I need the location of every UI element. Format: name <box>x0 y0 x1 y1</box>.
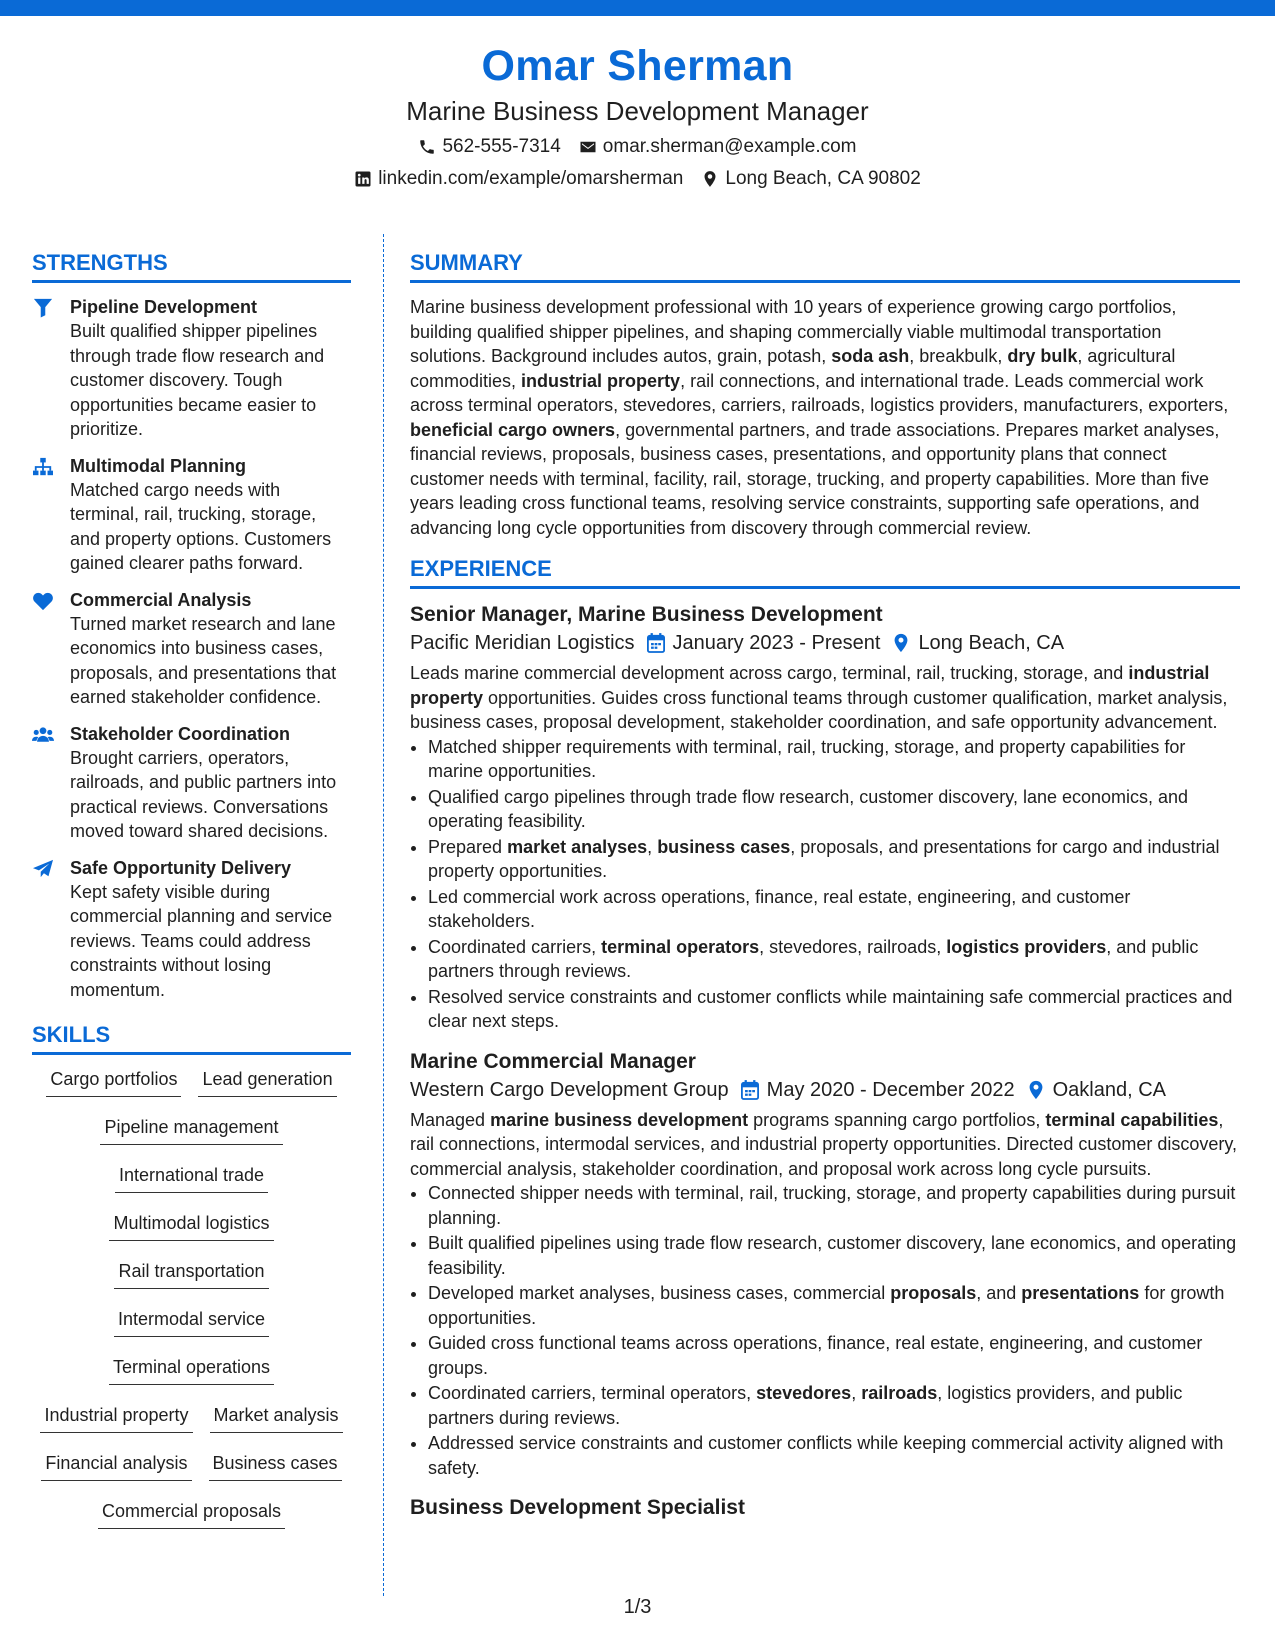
text-segment: , stevedores, railroads, <box>759 936 947 957</box>
job-location: Oakland, CA <box>1052 1078 1166 1101</box>
text-segment: Matched shipper requirements with terminal, rail, trucking, storage, and property capabilities for marine opportunities. <box>428 736 1186 781</box>
column-divider <box>383 234 384 1596</box>
strength-desc: Turned market research and lane economics into business cases, proposals, and presentations that earned stakeholder confidence. <box>70 613 337 707</box>
company-name: Western Cargo Development Group <box>410 1078 729 1101</box>
phone-text: 562-555-7314 <box>442 136 561 157</box>
bold-text: marine business development <box>490 1109 749 1130</box>
resume-header <box>0 38 1275 192</box>
strength-title: Pipeline Development <box>70 297 258 317</box>
filter-icon <box>32 298 54 318</box>
experience-heading: EXPERIENCE <box>410 554 1240 589</box>
strength-title: Multimodal Planning <box>70 455 246 476</box>
skill-tag: Intermodal service <box>114 1307 269 1337</box>
text-segment: programs spanning cargo portfolios, <box>748 1109 1046 1130</box>
bullet-item <box>428 1331 1240 1380</box>
calendar-icon <box>647 633 665 653</box>
contact-row-2 <box>0 166 1275 192</box>
strength-title: Safe Opportunity Delivery <box>70 857 292 878</box>
text-segment: , <box>647 836 658 857</box>
top-accent-bar <box>0 0 1275 16</box>
skills-list <box>32 1067 351 1547</box>
strength-item <box>32 295 351 442</box>
email-text[interactable]: omar.sherman@example.com <box>602 136 857 157</box>
text-segment: Managed <box>410 1109 491 1130</box>
bullet-item <box>428 1181 1240 1230</box>
job-title: Marine Commercial Manager <box>410 1049 696 1073</box>
bullet-item <box>428 885 1240 934</box>
text-segment: , and <box>976 1283 1022 1303</box>
text-segment: Marine business development professional with 10 years of experience growing cargo portfolios, building qualified shipper pipelines, and shaping commercially viable multimodal transportation solutions. Background includes autos, grain, potash, <box>410 297 1177 366</box>
skill-tag: Pipeline management <box>100 1115 282 1145</box>
heart-icon <box>32 591 54 611</box>
text-segment: Connected shipper needs with terminal, rail, trucking, storage, and property capabilities during pursuit planning. <box>428 1183 1236 1228</box>
linkedin-icon <box>354 170 372 188</box>
email-contact[interactable] <box>579 134 857 160</box>
strengths-heading: STRENGTHS <box>32 248 351 283</box>
calendar-icon <box>741 1080 759 1100</box>
skill-tag: Business cases <box>209 1451 342 1481</box>
text-segment: , rail connections, and international trade. Leads commercial work across terminal operators, stevedores, carriers, railroads, logistics providers, manufacturers, exporters, <box>410 370 1229 415</box>
strength-desc: Kept safety visible during commercial planning and service reviews. Teams could address constraints without losing momentum. <box>70 881 333 1000</box>
text-segment: , agricultural commodities, <box>410 346 1176 391</box>
location-text: Long Beach, CA 90802 <box>725 168 921 189</box>
text-segment: for growth opportunities. <box>428 1283 1225 1328</box>
job-title: Senior Manager, Marine Business Development <box>410 603 883 626</box>
job-meta <box>410 1076 1240 1104</box>
text-segment: Prepared <box>428 836 508 857</box>
job-entry <box>410 601 1240 1034</box>
text-segment: Resolved service constraints and customer conflicts while maintaining safe commercial practices and clear next steps. <box>428 986 1233 1031</box>
bold-text: railroads <box>861 1383 938 1403</box>
bold-text: industrial property <box>521 370 681 391</box>
location-contact <box>701 166 920 192</box>
bold-text: proposals <box>890 1283 977 1303</box>
job-meta <box>410 629 1240 657</box>
bullet-item <box>428 1281 1240 1330</box>
skill-tag: Multimodal logistics <box>109 1211 273 1241</box>
skill-tag: International trade <box>115 1163 268 1193</box>
skill-tag: Industrial property <box>40 1403 192 1433</box>
map-marker-icon <box>1027 1080 1045 1100</box>
text-segment: Built qualified pipelines using trade flow research, customer discovery, lane economics, and operating feasibility. <box>428 1233 1237 1278</box>
bold-text: industrial property <box>410 663 1210 708</box>
strength-desc: Matched cargo needs with terminal, rail, trucking, storage, and property options. Customers gained clearer paths forward. <box>70 479 332 573</box>
job-description <box>410 1108 1240 1182</box>
skill-tag: Cargo portfolios <box>46 1067 181 1097</box>
skill-tag: Terminal operations <box>109 1355 274 1385</box>
bullet-item <box>428 985 1240 1034</box>
paper-plane-icon <box>32 859 54 879</box>
phone-contact <box>418 134 560 160</box>
text-segment: Addressed service constraints and customer conflicts while keeping commercial activity aligned with safety. <box>428 1433 1224 1478</box>
strength-item <box>32 454 351 576</box>
job-bullets <box>410 1181 1240 1480</box>
bold-text: terminal operators <box>601 936 760 957</box>
bullet-item <box>428 735 1240 784</box>
company-name: Pacific Meridian Logistics <box>410 632 635 654</box>
bullet-item <box>428 935 1240 984</box>
skill-tag: Market analysis <box>210 1403 343 1433</box>
bold-text: presentations <box>1021 1283 1140 1303</box>
text-segment: Led commercial work across operations, finance, real estate, engineering, and customer stakeholders. <box>428 886 1131 931</box>
bullet-item <box>428 785 1240 834</box>
linkedin-contact[interactable] <box>354 166 683 192</box>
skill-tag: Commercial proposals <box>98 1499 285 1529</box>
text-segment: , proposals, and presentations for cargo and industrial property opportunities. <box>428 836 1220 881</box>
bold-text: beneficial cargo owners <box>410 419 616 440</box>
strength-title: Commercial Analysis <box>70 589 252 610</box>
bullet-item <box>428 835 1240 884</box>
text-segment: Coordinated carriers, <box>428 936 602 957</box>
map-marker-icon <box>701 170 719 188</box>
job-description <box>410 661 1240 735</box>
bold-text: logistics providers <box>946 936 1107 957</box>
bold-text: business cases <box>657 836 791 857</box>
job-title: Business Development Specialist <box>410 1496 745 1519</box>
bullet-item <box>428 1381 1240 1430</box>
bold-text: soda ash <box>831 346 910 366</box>
contact-row-1 <box>0 134 1275 160</box>
job-entry <box>410 1048 1240 1481</box>
summary-heading: SUMMARY <box>410 248 1240 283</box>
strength-item <box>32 722 351 844</box>
bullet-item <box>428 1431 1240 1480</box>
text-segment: , breakbulk, <box>909 346 1008 366</box>
text-segment: Guided cross functional teams across operations, finance, real estate, engineering, and customer groups. <box>428 1333 1203 1378</box>
bold-text: stevedores <box>756 1383 852 1403</box>
map-marker-icon <box>892 633 910 653</box>
strength-desc: Brought carriers, operators, railroads, and public partners into practical reviews. Conversations moved toward shared decisions. <box>70 747 337 841</box>
bullet-item <box>428 1231 1240 1280</box>
candidate-name: Omar Sherman <box>481 42 794 90</box>
summary-text <box>410 295 1240 540</box>
bold-text: market analyses <box>507 836 648 857</box>
left-column <box>32 248 351 1547</box>
linkedin-text[interactable]: linkedin.com/example/omarsherman <box>378 168 684 189</box>
job-location: Long Beach, CA <box>918 632 1065 654</box>
skill-tag: Financial analysis <box>41 1451 191 1481</box>
strength-desc: Built qualified shipper pipelines through trade flow research and customer discovery. Tough opportunities became easier to prioritize. <box>70 321 325 439</box>
text-segment: opportunities. Guides cross functional teams through customer qualification, market analysis, business cases, proposal development, stakeholder coordination, and safe opportunity advancement. <box>410 687 1228 732</box>
users-icon <box>32 725 54 745</box>
phone-icon <box>418 138 436 156</box>
job-dates: May 2020 - December 2022 <box>766 1078 1015 1101</box>
text-segment: , logistics providers, and public partners during reviews. <box>428 1383 1183 1428</box>
strength-title: Stakeholder Coordination <box>70 723 291 744</box>
text-segment: , <box>851 1383 862 1403</box>
job-bullets <box>410 735 1240 1034</box>
text-segment: , rail connections, intermodal services, and industrial property opportunities. Directed customer discovery, commercial analysis, stakeholder coordination, and proposal work across long cycle pursuits. <box>410 1109 1238 1179</box>
text-segment: Qualified cargo pipelines through trade flow research, customer discovery, lane economics, and operating feasibility. <box>428 786 1189 831</box>
text-segment: Leads marine commercial development across cargo, terminal, rail, trucking, storage, and <box>410 663 1129 683</box>
text-segment: , governmental partners, and trade associations. Prepares market analyses, financial reviews, proposals, business cases, presentations, and opportunity plans that connect customer needs with terminal, facility, rail, storage, trucking, and property capabilities. More than five years leading cross functional teams, resolving service constraints, supporting safe operations, and advancing long cycle opportunities from discovery through commercial review. <box>410 419 1220 538</box>
text-segment: Coordinated carriers, terminal operators, <box>428 1383 757 1403</box>
right-column <box>410 248 1240 1522</box>
text-segment: , and public partners through reviews. <box>428 936 1199 981</box>
bold-text: dry bulk <box>1007 346 1078 366</box>
skill-tag: Lead generation <box>198 1067 336 1097</box>
job-dates: January 2023 - Present <box>672 632 881 654</box>
envelope-icon <box>579 138 597 156</box>
sitemap-icon <box>32 457 54 477</box>
skill-tag: Rail transportation <box>114 1259 268 1289</box>
strength-item <box>32 856 351 1003</box>
text-segment: Developed market analyses, business cases, commercial <box>428 1283 891 1303</box>
candidate-title: Marine Business Development Manager <box>406 96 869 126</box>
skills-heading: SKILLS <box>32 1020 351 1055</box>
page-number: 1/3 <box>623 1596 652 1618</box>
strength-item <box>32 588 351 710</box>
bold-text: terminal capabilities <box>1045 1109 1219 1130</box>
